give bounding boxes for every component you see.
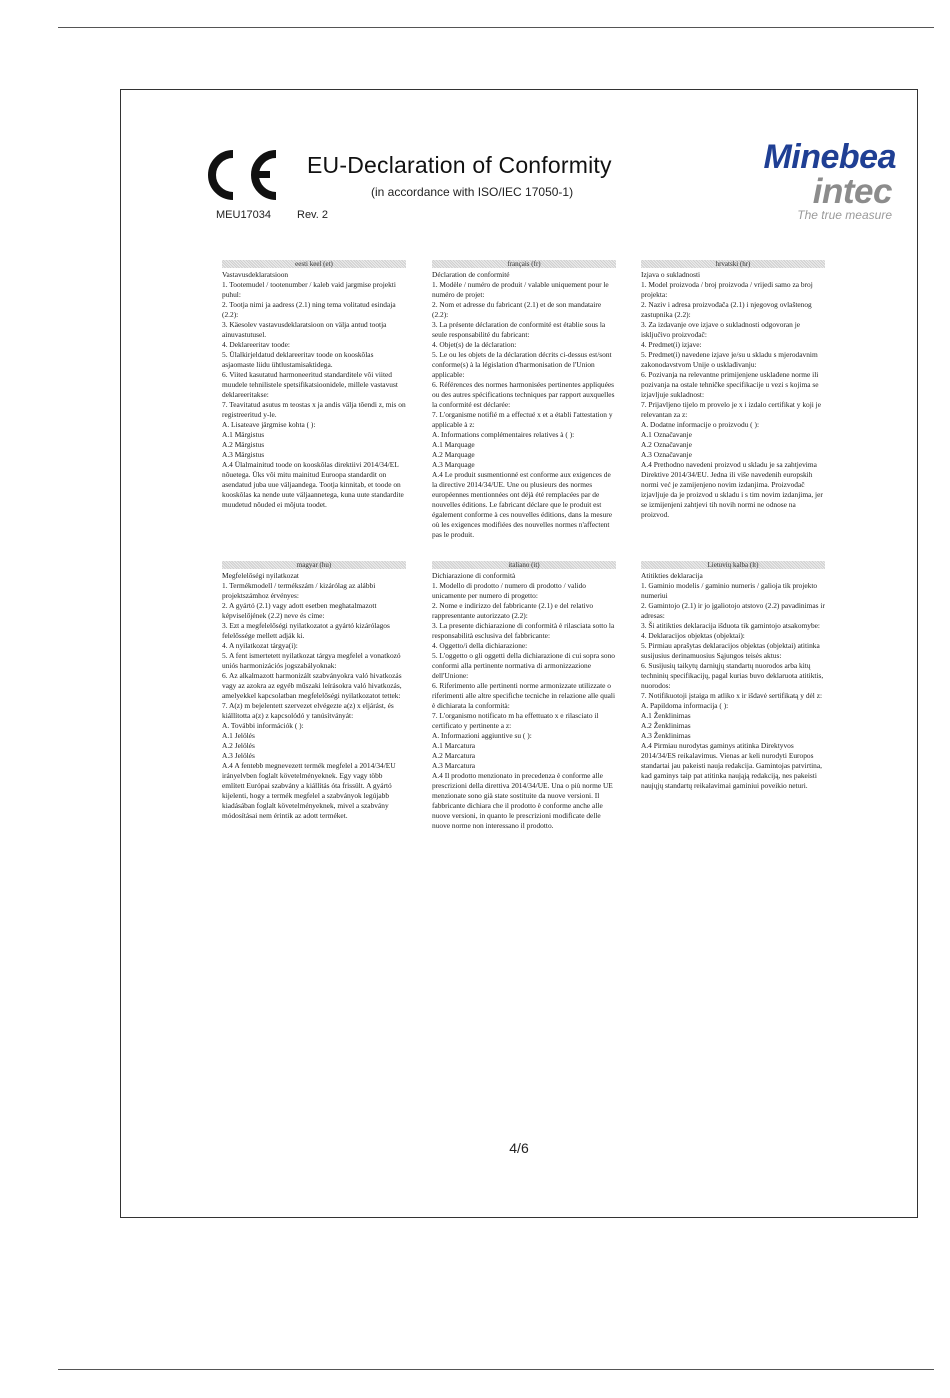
ce-mark-icon xyxy=(206,148,280,202)
column-heading: français (fr) xyxy=(432,260,616,268)
brand-logo xyxy=(666,138,896,228)
language-column-et xyxy=(222,260,406,510)
header-rule xyxy=(58,27,934,28)
language-column-fr xyxy=(432,260,616,540)
column-text: Atitikties deklaracija 1. Gaminio modelis / gaminio numeris / galioja tik projekto numeriui 2. Gamintojo (2.1) ir jo įgaliotojo atstovo (2.2) pavadinimas ir adresas: 3. Ši atitikties deklaracija išduota tik gamintojo atsakomybe: 4. Deklaracijos objektas (objektai): 5. Pirmiau aprašytas deklaracijos objektas (objektai) atitinka susijusius derinamuosius Sąjungos teisės aktus: 6. Susijusių taikytų darniųjų standartų nuorodos arba kitų techninių specifikacijų, pagal kurias buvo deklaruota atitiktis, nuorodos: 7. Notifikuotoji įstaiga m atliko x ir išdavė sertifikatą y dėl z: A. Papildoma informacija ( ): A.1 Ženklinimas A.2 Ženklinimas A.3 Ženklinimas A.4 Pirmiau nurodytas gaminys atitinka Direktyvos 2014/34/ES reikalavimus. Vienas ar keli nurodyti Europos standartai jau pakeisti nauja redakcija. Gamintojas patvirtina, kad gaminys taip pat atitinka naująją redakciją, nes pakeisti naujųjų standartų reikalavimai gaminiui poveikio neturi. xyxy=(641,571,825,790)
brand-tagline: The true measure xyxy=(797,208,892,222)
document-title: EU-Declaration of Conformity xyxy=(307,152,612,178)
language-column-hu xyxy=(222,561,406,821)
declaration-page-frame xyxy=(120,89,918,1218)
column-heading: Lietuvių kalba (lt) xyxy=(641,561,825,569)
column-text: Vastavusdeklaratsioon 1. Tootemudel / tootenumber / kaleb vaid jargmise projekti puhul: 2. Tootja nimi ja aadress (2.1) ning tema volitatud esindaja (2.2): 3. Käesolev vastavusdeklaratsioon on välja antud tootja ainuvastutusel. 4. Deklareeritav toode: 5. Ülalkirjeldatud deklareeritav toode on kooskõlas asjaomaste liidu ühtlustamisaktidega. 6. Viited kasutatud harmoneeritud standarditele või viited muudele tehnilistele spetsifikatsioonidele, millele vastavust deklareeritakse: 7. Teavitatud asutus m teostas x ja andis välja tõendi z, mis on registreeritud y-le. A. Lisateave järgmise kohta ( ): A.1 Märgistus A.2 Märgistus A.3 Märgistus A.4 Ülalmainitud toode on kooskõlas direktiivi 2014/34/EL nõuetega. Üks või mitu mainitud Euroopa standardit on asendatud juba uue väljaandega. Tootja kinnitab, et toode on kooskõlas ka nende uute väljaannetega, kuna uute standardite muudetud nõuded ei mõjuta toodet. xyxy=(222,270,406,509)
column-heading: hrvatski (hr) xyxy=(641,260,825,268)
column-heading: magyar (hu) xyxy=(222,561,406,569)
column-text: Izjava o sukladnosti 1. Model proizvoda / broj proizvoda / vrijedi samo za broj projekta: 2. Naziv i adresa proizvođača (2.1) i njegovog ovlaštenog zastupnika (2.2): 3. Za izdavanje ove izjave o sukladnosti odgovoran je isključivo proizvođač: 4. Predmet(i) izjave: 5. Predmet(i) navedene izjave je/su u skladu s mjerodavnim zakonodavstvom Unije o usklađivanju: 6. Pozivanja na relevantne primijenjene usklađene norme ili pozivanja na ostale tehničke specifikacije u vezi s kojima se izjavljuje sukladnost: 7. Prijavljeno tijelo m provelo je x i izdalo certifikat y koji je relevantan za z: A. Dodatne informacije o proizvodu ( ): A.1 Označavanje A.2 Označavanje A.3 Označavanje A.4 Prethodno navedeni proizvod u skladu je sa zahtjevima Direktive 2014/34/EU. Jedna ili više navedenih europskih normi već je zamijenjeno novim izdanjima. Proizvođač izjavljuje da je proizvod u skladu i s tim novim izdanjima, jer se izmijenjeni zahtjevi tih novih normi ne odnose na proizvod. xyxy=(641,270,823,519)
column-text: Dichiarazione di conformità 1. Modello di prodotto / numero di prodotto / valido unicamente per numero di progetto: 2. Nome e indirizzo del fabbricante (2.1) e del relativo rappresentante autorizzato (2.2): 3. La presente dichiarazione di conformità è rilasciata sotto la responsabilità esclusiva del fabbricante: 4. Oggetto/i della dichiarazione: 5. L'oggetto o gli oggetti della dichiarazione di cui sopra sono conformi alla pertinente normativa di armonizzazione dell'Unione: 6. Riferimento alle pertinenti norme armonizzate utilizzate o riferimenti alle altre specifiche tecniche in relazione alle quali è dichiarata la conformità: 7. L'organismo notificato m ha effettuato x e rilasciato il certificato y pertinente a z: A. Informazioni aggiuntive su ( ): A.1 Marcatura A.2 Marcatura A.3 Marcatura A.4 Il prodotto menzionato in precedenza è conforme alle prescrizioni della direttiva 2014/34/UE. Una o più norme UE menzionate sono già state sostituite da nuove versioni. Il fabbricante dichiara che il prodotto è conforme anche alle nuove versioni, in quanto le prescrizioni modificate delle nuove norme non interessano il prodotto. xyxy=(432,571,616,830)
document-code: MEU17034 xyxy=(216,209,272,221)
brand-name-line2: intec xyxy=(812,172,892,211)
column-text: Megfelelőségi nyilatkozat 1. Termékmodell / termékszám / kizárólag az alábbi projektszámhoz érvényes: 2. A gyártó (2.1) vagy adott esetben meghatalmazott képviselőjének (2.2) neve és címe: 3. Ezt a megfelelőségi nyilatkozatot a gyártó kizárólagos felelőssége mellett adják ki. 4. A nyilatkozat tárgya(i): 5. A fent ismertetett nyilatkozat tárgya megfelel a vonatkozó uniós harmonizációs jogszabályoknak: 6. Az alkalmazott harmonizált szabványokra való hivatkozás vagy az azokra az egyéb műszaki leírásokra való hivatkozás, amelyekkel kapcsolatban megfelelőségi nyilatkozatot tettek: 7. A(z) m bejelentett szervezet elvégezte a(z) x eljárást, és kiállította a(z) z kapcsolódó y tanúsítványát: A. További információk ( ): A.1 Jelölés A.2 Jelölés A.3 Jelölés A.4 A fentebb megnevezett termék megfelel a 2014/34/EU irányelvben foglalt követelményeknek. Egy vagy több említett Európai szabvány a kiállítás óta frissült. A gyártó kijelenti, hogy a termék megfelel a szabványok legújabb kiadásában foglalt követelményeknek, mivel a szabvány módosításai nem érintik az adott terméket. xyxy=(222,571,402,820)
document-revision: Rev. 2 xyxy=(297,209,328,221)
language-column-hr xyxy=(641,260,825,520)
column-heading: eesti keel (et) xyxy=(222,260,406,268)
page-number: 4/6 xyxy=(509,1140,529,1156)
language-column-lt xyxy=(641,561,825,791)
column-text: Déclaration de conformité 1. Modèle / numéro de produit / valable uniquement pour le numéro de projet: 2. Nom et adresse du fabricant (2.1) et de son mandataire (2.2): 3. La présente déclaration de conformité est établie sous la seule responsabilité du fabricant: 4. Objet(s) de la déclaration: 5. Le ou les objets de la déclaration décrits ci-dessus est/sont conforme(s) à la législation d'harmonisation de l'Union applicable: 6. Références des normes harmonisées pertinentes appliquées ou des autres spécifications techniques par rapport auxquelles la conformité est déclarée: 7. L'organisme notifié m a effectué x et a établi l'attestation y applicable à z: A. Informations complémentaires relatives à ( ): A.1 Marquage A.2 Marquage A.3 Marquage A.4 Le produit susmentionné est conforme aux exigences de la directive 2014/34/UE. Une ou plusieurs des normes européennes mentionnées ont déjà été remplacées par de nouvelles éditions. Le fabricant déclare que le produit est également conforme à ces nouvelles éditions, dans la mesure où les exigences modifiées des nouvelles normes n'affectent pas le produit. xyxy=(432,270,615,539)
column-heading: italiano (it) xyxy=(432,561,616,569)
language-column-it xyxy=(432,561,616,831)
footer-rule xyxy=(58,1369,934,1370)
brand-name-line1: Minebea xyxy=(763,138,896,176)
document-subtitle: (in accordance with ISO/IEC 17050-1) xyxy=(371,185,574,199)
